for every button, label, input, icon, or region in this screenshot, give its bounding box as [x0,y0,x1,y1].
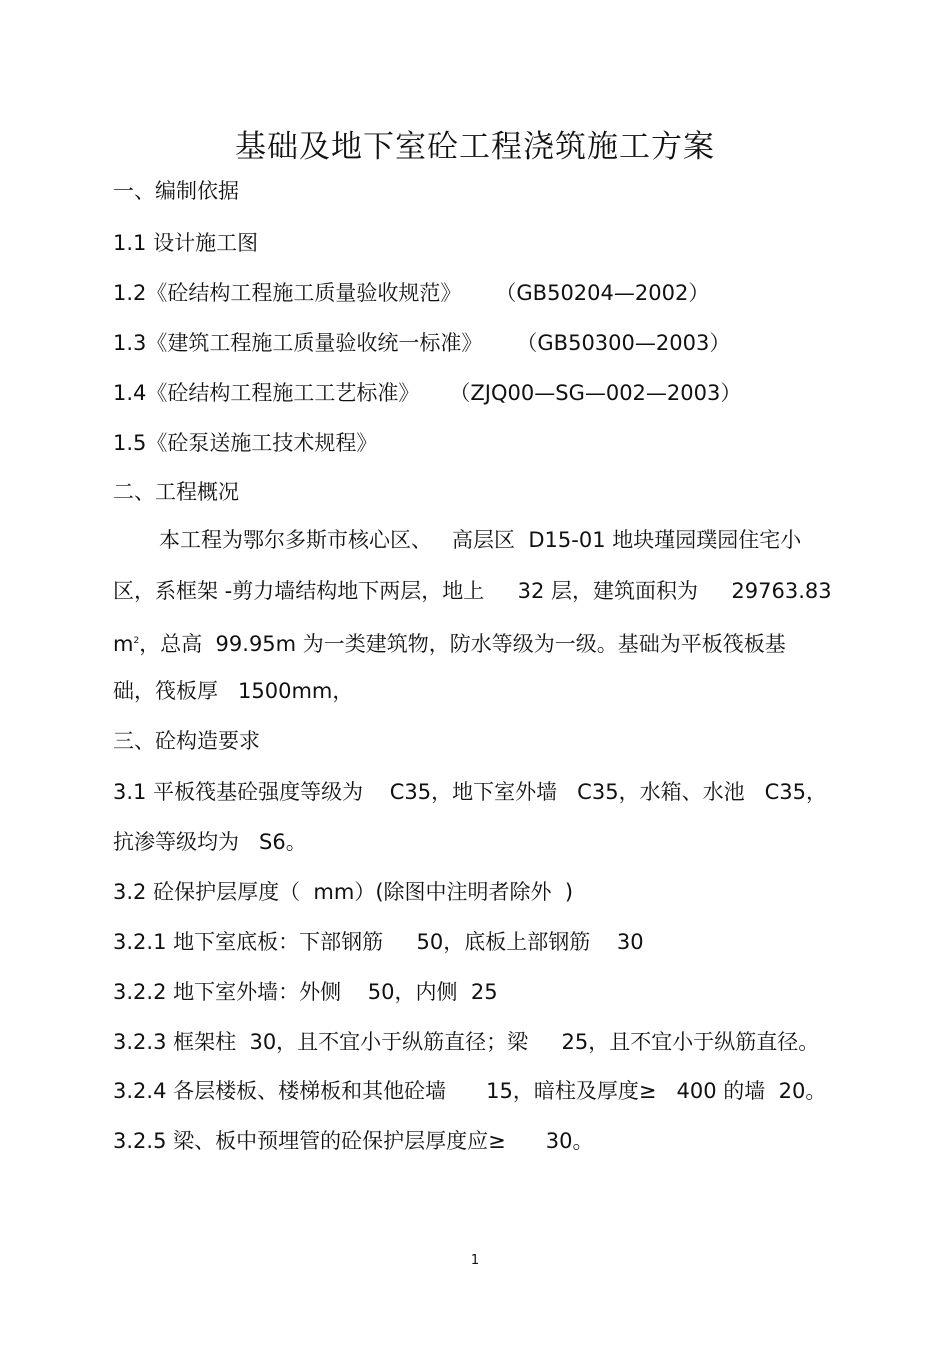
item-1-5 [113,428,377,458]
item-3-1-line-2: 抗渗等级均为 S6。 [113,830,307,854]
item-text: 《建筑工程施工质量验收统一标准》 [146,331,483,355]
item-text: 《砼结构工程施工工艺标准》 [146,381,420,405]
item-text: 《砼结构工程施工质量验收规范》 [146,281,462,305]
item-code: （GB50204—2002） [495,281,710,305]
overview-line-2: 区，系框架 -剪力墙结构地下两层，地上 32 层，建筑面积为 29763.83 [113,579,832,603]
document-title: 基础及地下室砼工程浇筑施工方案 [235,129,715,165]
section-3-heading: 三、砼构造要求 [113,729,260,753]
item-number: 1.1 [113,231,147,255]
item-number: 1.5 [113,431,147,455]
item-3-2-3: 3.2.3 框架柱 30，且不宜小于纵筋直径；梁 25，且不宜小于纵筋直径。 [113,1030,820,1054]
item-3-2-1: 3.2.1 地下室底板：下部钢筋 50，底板上部钢筋 30 [113,930,644,954]
item-number: 1.3 [113,331,147,355]
item-3-2-5: 3.2.5 梁、板中预埋管的砼保护层厚度应≥ 30。 [113,1129,594,1153]
overview-line-1: 本工程为鄂尔多斯市核心区、 高层区 D15-01 地块瑾园璞园住宅小 [159,528,802,552]
item-3-2: 3.2 砼保护层厚度（ mm）(除图中注明者除外 ) [113,880,574,904]
item-1-3 [113,328,730,358]
item-3-2-2: 3.2.2 地下室外墙：外侧 50，内侧 25 [113,980,498,1004]
item-text: 设计施工图 [153,231,259,255]
section-1-heading: 一、编制依据 [113,179,239,203]
overview-line-3 [113,626,786,659]
item-number: 1.2 [113,281,147,305]
item-1-2 [113,278,709,308]
item-1-4 [113,378,741,408]
item-3-2-4: 3.2.4 各层楼板、楼梯板和其他砼墙 15，暗柱及厚度≥ 400 的墙 20。 [113,1079,827,1103]
area-unit-superscript: 2 [133,636,140,646]
section-2-heading: 二、工程概况 [113,480,239,504]
overview-line-4: 础，筏板厚 1500mm， [113,679,354,703]
overview-line-3-text: ，总高 99.95m 为一类建筑物，防水等级为一级。基础为平板筏板基 [139,632,786,656]
item-1-1 [113,228,258,258]
item-number: 1.4 [113,381,147,405]
item-code: （GB50300—2003） [516,331,731,355]
item-text: 《砼泵送施工技术规程》 [146,431,378,455]
item-3-1-line-1: 3.1 平板筏基砼强度等级为 C35，地下室外墙 C35，水箱、水池 C35， [113,780,827,804]
page-number: 1 [470,1253,480,1268]
area-unit: m [113,632,134,656]
item-code: （ZJQ00—SG—002—2003） [449,381,742,405]
